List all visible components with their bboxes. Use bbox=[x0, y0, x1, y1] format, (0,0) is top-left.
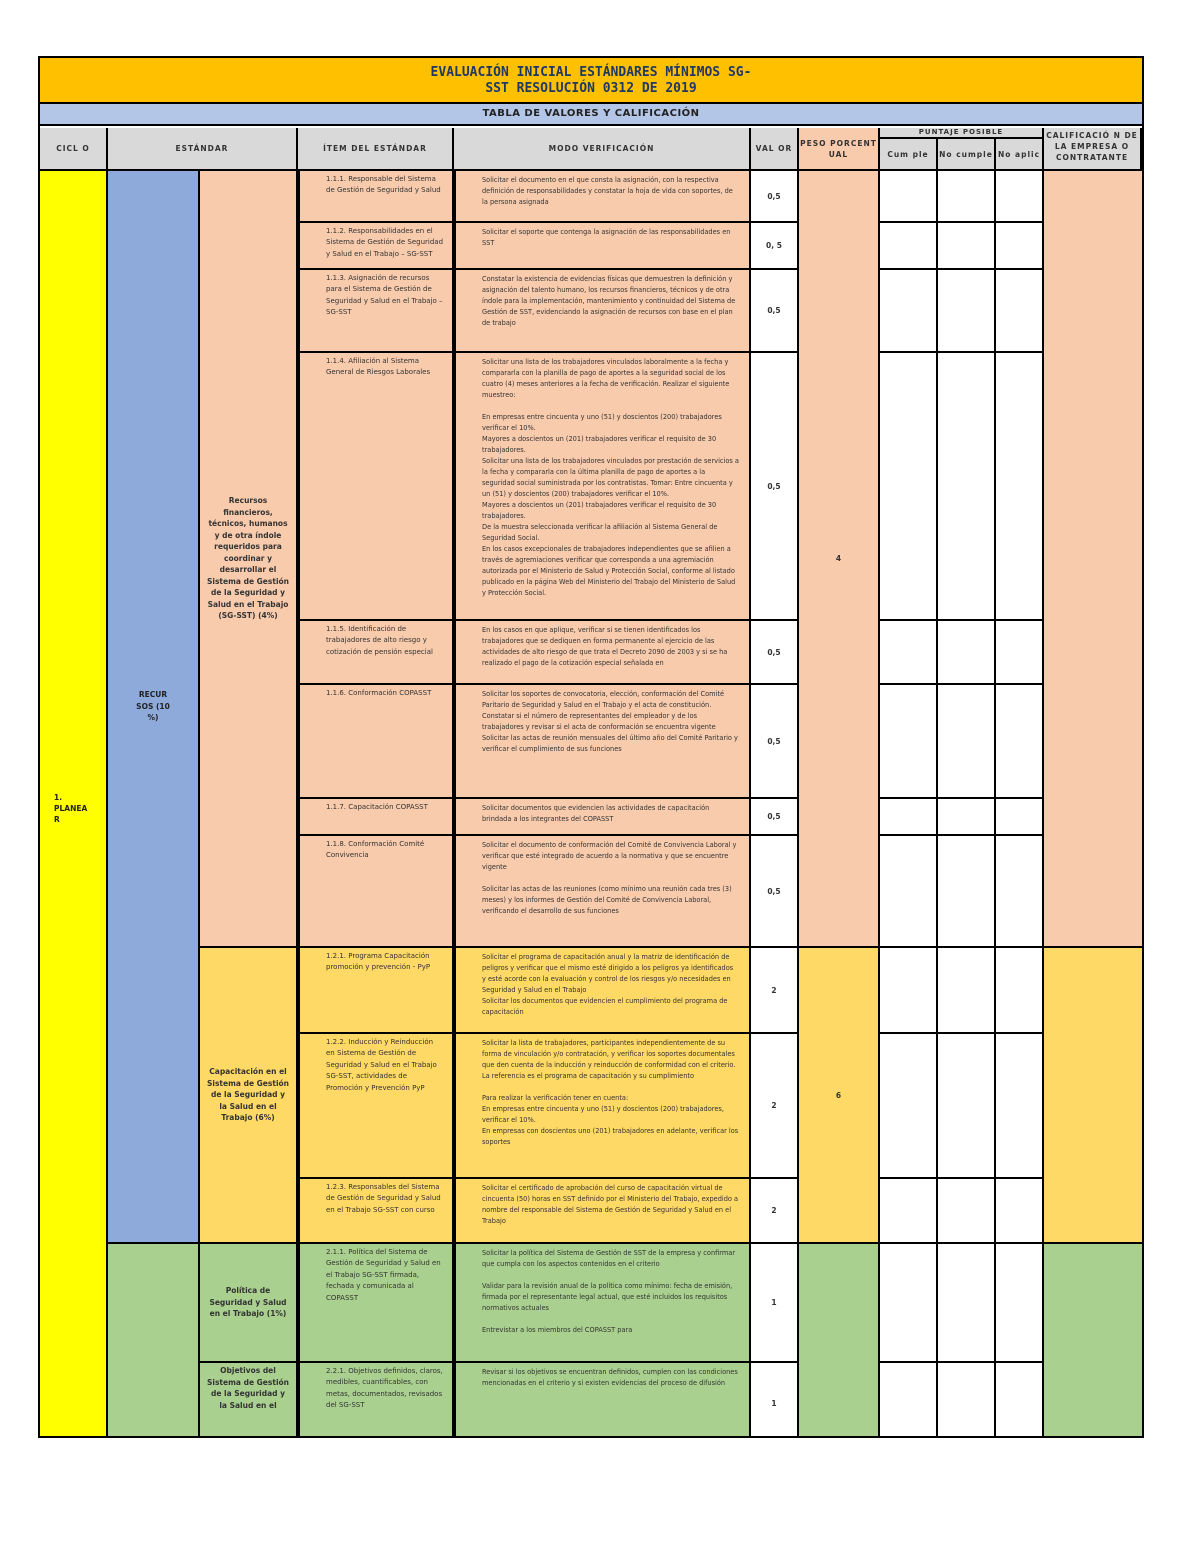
modo-verificacion-cell: Solicitar el soporte que contenga la asignación de las responsabilidades en SST bbox=[454, 223, 751, 270]
calificacion-recursos bbox=[1044, 171, 1142, 948]
valor-cell: 0,5 bbox=[751, 270, 799, 353]
no-aplica-cell[interactable] bbox=[996, 1244, 1044, 1363]
no-cumple-cell[interactable] bbox=[938, 353, 996, 621]
no-aplica-cell[interactable] bbox=[996, 1363, 1044, 1438]
valor-cell: 2 bbox=[751, 1179, 799, 1244]
cumple-cell[interactable] bbox=[880, 1034, 938, 1179]
valor-cell: 2 bbox=[751, 948, 799, 1034]
item-cell: 1.2.2. Inducción y Reinducción en Sistema de Gestión de Seguridad y Salud en el Trabajo SG-SST, actividades de Promoción y Prevención PyP bbox=[298, 1034, 454, 1179]
header-cumple: Cum ple bbox=[880, 139, 938, 171]
item-cell: 1.1.5. Identificación de trabajadores de alto riesgo y cotización de pensión especial bbox=[298, 621, 454, 685]
cumple-cell[interactable] bbox=[880, 270, 938, 353]
no-cumple-cell[interactable] bbox=[938, 836, 996, 948]
cumple-cell[interactable] bbox=[880, 685, 938, 799]
header-valor: VAL OR bbox=[751, 128, 799, 171]
header-ciclo: CICL O bbox=[40, 128, 108, 171]
evaluation-sheet bbox=[38, 56, 1144, 1438]
cumple-cell[interactable] bbox=[880, 171, 938, 223]
no-cumple-cell[interactable] bbox=[938, 948, 996, 1034]
modo-verificacion-cell: Solicitar el certificado de aprobación del curso de capacitación virtual de cincuenta (50) horas en SST definido por el Ministerio del Trabajo, expedido a nombre del responsable del Sistema de Gestión de Seguridad y Salud en el Trabajo bbox=[454, 1179, 751, 1244]
no-aplica-cell[interactable] bbox=[996, 353, 1044, 621]
item-cell: 1.1.4. Afiliación al Sistema General de Riesgos Laborales bbox=[298, 353, 454, 621]
no-cumple-cell[interactable] bbox=[938, 1363, 996, 1438]
peso-recursos: 4 bbox=[799, 171, 880, 948]
cumple-cell[interactable] bbox=[880, 621, 938, 685]
valor-cell: 0,5 bbox=[751, 685, 799, 799]
calificacion-capacitacion bbox=[1044, 948, 1142, 1244]
no-cumple-cell[interactable] bbox=[938, 1034, 996, 1179]
valor-cell: 0,5 bbox=[751, 799, 799, 836]
recursos-block bbox=[108, 171, 200, 1244]
standard-capacitacion: Capacitación en el Sistema de Gestión de la Seguridad y la Salud en el Trabajo (6%) bbox=[200, 948, 298, 1244]
item-cell: 1.2.3. Responsables del Sistema de Gestión de Seguridad y Salud en el Trabajo SG-SST con curso bbox=[298, 1179, 454, 1244]
item-cell: 2.1.1. Política del Sistema de Gestión de Seguridad y Salud en el Trabajo SG-SST firmada, fechada y comunicada al COPASST bbox=[298, 1244, 454, 1363]
item-cell: 1.1.7. Capacitación COPASST bbox=[298, 799, 454, 836]
cumple-cell[interactable] bbox=[880, 836, 938, 948]
modo-verificacion-cell: Solicitar el documento de conformación del Comité de Convivencia Laboral y verificar que esté integrado de acuerdo a la normativa y que se encuentre vigente Solicitar las actas de las reuniones (como mínimo una reunión cada tres (3) meses) y los informes de Gestión del Comité de Convivencia Laboral, verificando el desarrollo de sus funciones bbox=[454, 836, 751, 948]
item-cell: 1.1.1. Responsable del Sistema de Gestión de Seguridad y Salud bbox=[298, 171, 454, 223]
standard-objetivos: Objetivos del Sistema de Gestión de la Seguridad y la Salud en el bbox=[200, 1363, 298, 1438]
valor-cell: 0,5 bbox=[751, 353, 799, 621]
no-aplica-cell[interactable] bbox=[996, 621, 1044, 685]
modo-verificacion-cell: Solicitar la lista de trabajadores, participantes independientemente de su forma de vinculación y/o contratación, y verificar los soportes documentales que den cuenta de la inducción y reinducción de conformidad con el criterio. La referencia es el programa de capacitación y su cumplimiento Para realizar la verificación tener en cuenta: En empresas entre cincuenta y uno (51) y doscientos (200) trabajadores, verificar el 10%. En empresas con doscientos uno (201) trabajadores en adelante, verificar los soportes bbox=[454, 1034, 751, 1179]
modo-verificacion-cell: Solicitar el programa de capacitación anual y la matriz de identificación de peligros y verificar que el mismo esté dirigido a los peligros ya identificados y esté acorde con la evaluación y control de los riesgos y/o necesidades en Seguridad y Salud en el Trabajo Solicitar los documentos que evidencien el cumplimiento del programa de capacitación bbox=[454, 948, 751, 1034]
no-cumple-cell[interactable] bbox=[938, 1179, 996, 1244]
modo-verificacion-cell: Revisar si los objetivos se encuentran definidos, cumplen con las condiciones mencionadas en el criterio y si existen evidencias del proceso de difusión bbox=[454, 1363, 751, 1438]
valor-cell: 1 bbox=[751, 1363, 799, 1438]
item-cell: 1.1.2. Responsabilidades en el Sistema de Gestión de Seguridad y Salud en el Trabajo – SG-SST bbox=[298, 223, 454, 270]
modo-verificacion-cell: En los casos en que aplique, verificar si se tienen identificados los trabajadores que se dediquen en forma permanente al ejercicio de las actividades de alto riesgo de que trata el Decreto 2090 de 2003 y si se ha realizado el pago de la cotización especial señalada en bbox=[454, 621, 751, 685]
header-item: ÍTEM DEL ESTÁNDAR bbox=[298, 128, 454, 171]
valor-cell: 2 bbox=[751, 1034, 799, 1179]
no-aplica-cell[interactable] bbox=[996, 270, 1044, 353]
gestion-integral-block bbox=[108, 1244, 200, 1438]
peso-capacitacion: 6 bbox=[799, 948, 880, 1244]
cumple-cell[interactable] bbox=[880, 1179, 938, 1244]
table-subtitle: TABLA DE VALORES Y CALIFICACIÓN bbox=[40, 104, 1142, 126]
header-modo-verificacion: MODO VERIFICACIÓN bbox=[454, 128, 751, 171]
no-aplica-cell[interactable] bbox=[996, 1179, 1044, 1244]
valor-cell: 0, 5 bbox=[751, 223, 799, 270]
no-cumple-cell[interactable] bbox=[938, 621, 996, 685]
no-aplica-cell[interactable] bbox=[996, 836, 1044, 948]
calificacion-gestion-integral bbox=[1044, 1244, 1142, 1438]
modo-verificacion-cell: Solicitar una lista de los trabajadores vinculados laboralmente a la fecha y compararla con la planilla de pago de aportes a la seguridad social de los cuatro (4) meses anteriores a la fecha de verificación. Realizar el siguiente muestreo: En empresas entre cincuenta y uno (51) y doscientos (200) trabajadores verificar el 10%. Mayores a doscientos un (201) trabajadores verificar el requisito de 30 trabajadores. Solicitar una lista de los trabajadores vinculados por prestación de servicios a la fecha y compararla con la última planilla de pago de aportes a la seguridad social suministrada por los contratistas. Tomar: Entre cincuenta y un (51) y doscientos (200) trabajadores verificar el 10%. Mayores a doscientos un (201) trabajadores verificar el requisito de 30 trabajadores. De la muestra seleccionada verificar la afiliación al Sistema General de Seguridad Social. En los casos excepcionales de trabajadores independientes que se afilien a través de agremiaciones verificar que corresponda a una agremiación autorizada por el Ministerio de Salud y Protección Social, conforme al listado publicado en la página Web del Ministerio del Trabajo del Ministerio de Salud y Protección Social. bbox=[454, 353, 751, 621]
valor-cell: 0,5 bbox=[751, 171, 799, 223]
no-cumple-cell[interactable] bbox=[938, 685, 996, 799]
title-line-2: SST RESOLUCIÓN 0312 DE 2019 bbox=[485, 81, 697, 96]
modo-verificacion-cell: Constatar la existencia de evidencias físicas que demuestren la definición y asignación del talento humano, los recursos financieros, técnicos y de otra índole para la implementación, mantenimiento y continuidad del Sistema de Gestión de SST, evidenciando la asignación de recursos con base en el plan de trabajo bbox=[454, 270, 751, 353]
cumple-cell[interactable] bbox=[880, 353, 938, 621]
no-cumple-cell[interactable] bbox=[938, 223, 996, 270]
item-cell: 1.1.8. Conformación Comité Convivencia bbox=[298, 836, 454, 948]
valor-cell: 0,5 bbox=[751, 836, 799, 948]
no-cumple-cell[interactable] bbox=[938, 799, 996, 836]
valor-cell: 0,5 bbox=[751, 621, 799, 685]
no-cumple-cell[interactable] bbox=[938, 1244, 996, 1363]
no-aplica-cell[interactable] bbox=[996, 171, 1044, 223]
recursos-label: RECUR SOS (10 %) bbox=[136, 690, 170, 723]
title-line-1: EVALUACIÓN INICIAL ESTÁNDARES MÍNIMOS SG- bbox=[430, 65, 752, 80]
header-no-cumple: No cumple bbox=[938, 139, 996, 171]
cumple-cell[interactable] bbox=[880, 799, 938, 836]
no-aplica-cell[interactable] bbox=[996, 223, 1044, 270]
header-no-aplica: No aplic bbox=[996, 139, 1044, 171]
cumple-cell[interactable] bbox=[880, 223, 938, 270]
item-cell: 1.1.3. Asignación de recursos para el Sistema de Gestión de Seguridad y Salud en el Trabajo – SG-SST bbox=[298, 270, 454, 353]
standard-recursos-financieros: Recursos financieros, técnicos, humanos y de otra índole requeridos para coordinar y desarrollar el Sistema de Gestión de la Seguridad y Salud en el Trabajo (SG-SST) (4%) bbox=[200, 171, 298, 948]
standard-politica: Política de Seguridad y Salud en el Trabajo (1%) bbox=[200, 1244, 298, 1363]
ciclo-planear bbox=[40, 171, 108, 1438]
item-cell: 1.1.6. Conformación COPASST bbox=[298, 685, 454, 799]
cumple-cell[interactable] bbox=[880, 1363, 938, 1438]
modo-verificacion-cell: Solicitar la política del Sistema de Gestión de SST de la empresa y confirmar que cumpla con los aspectos contenidos en el criterio Validar para la revisión anual de la política como mínimo: fecha de emisión, firmada por el representante legal actual, que esté incluidos los requisitos normativos actuales Entrevistar a los miembros del COPASST para bbox=[454, 1244, 751, 1363]
peso-gestion-integral bbox=[799, 1244, 880, 1438]
modo-verificacion-cell: Solicitar el documento en el que consta la asignación, con la respectiva definición de responsabilidades y constatar la hoja de vida con soportes, de la persona asignada bbox=[454, 171, 751, 223]
title-banner bbox=[40, 58, 1142, 104]
ciclo-label: 1. PLANEA R bbox=[54, 793, 88, 824]
no-cumple-cell[interactable] bbox=[938, 171, 996, 223]
no-aplica-cell[interactable] bbox=[996, 799, 1044, 836]
modo-verificacion-cell: Solicitar los soportes de convocatoria, elección, conformación del Comité Paritario de Seguridad y Salud en el Trabajo y el acta de constitución. Constatar si el número de representantes del empleador y de los trabajadores y revisar si el acta de conformación se encuentra vigente Solicitar las actas de reunión mensuales del último año del Comité Paritario y verificar el cumplimiento de sus funciones bbox=[454, 685, 751, 799]
no-aplica-cell[interactable] bbox=[996, 1034, 1044, 1179]
no-aplica-cell[interactable] bbox=[996, 685, 1044, 799]
header-puntaje-posible: PUNTAJE POSIBLE bbox=[880, 128, 1044, 139]
cumple-cell[interactable] bbox=[880, 948, 938, 1034]
valor-cell: 1 bbox=[751, 1244, 799, 1363]
cumple-cell[interactable] bbox=[880, 1244, 938, 1363]
header-calificacion: CALIFICACIÓ N DE LA EMPRESA O CONTRATANTE bbox=[1044, 128, 1142, 171]
item-cell: 1.2.1. Programa Capacitación promoción y prevención - PyP bbox=[298, 948, 454, 1034]
no-aplica-cell[interactable] bbox=[996, 948, 1044, 1034]
header-peso: PESO PORCENT UAL bbox=[799, 128, 880, 171]
header-estandar: ESTÁNDAR bbox=[108, 128, 298, 171]
no-cumple-cell[interactable] bbox=[938, 270, 996, 353]
item-cell: 2.2.1. Objetivos definidos, claros, medibles, cuantificables, con metas, documentados, revisados del SG-SST bbox=[298, 1363, 454, 1438]
modo-verificacion-cell: Solicitar documentos que evidencien las actividades de capacitación brindada a los integrantes del COPASST bbox=[454, 799, 751, 836]
